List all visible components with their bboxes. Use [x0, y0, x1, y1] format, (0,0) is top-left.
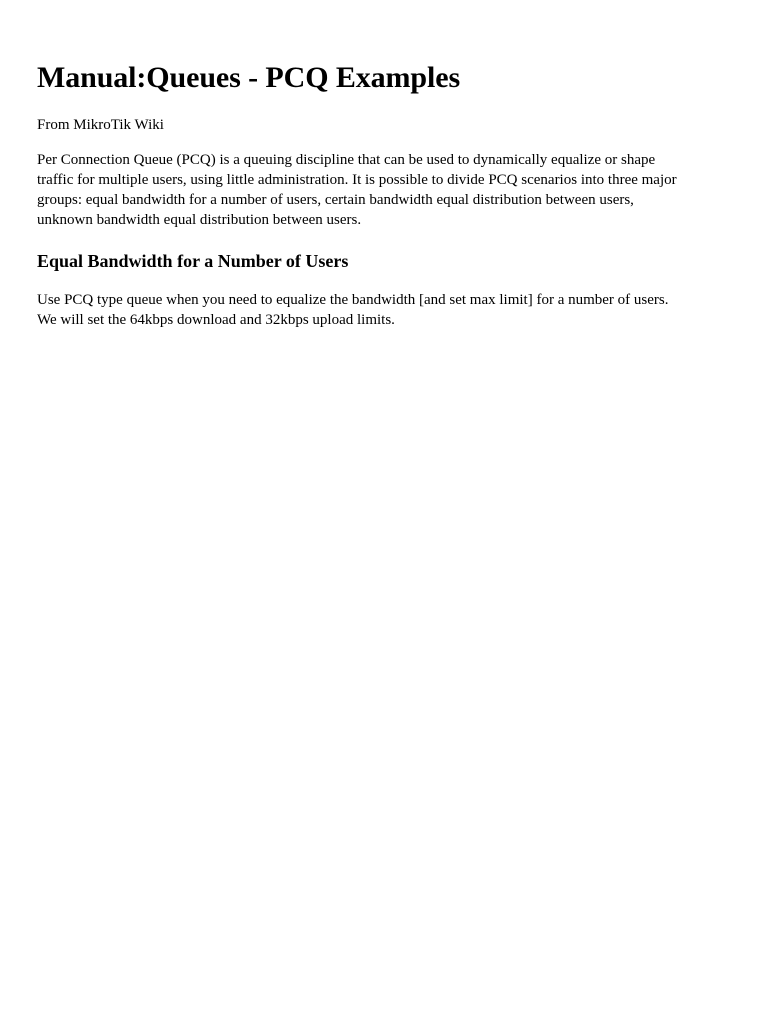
intro-paragraph: [37, 150, 737, 230]
intro-line: traffic for multiple users, using little administration. It is possible to divide PCQ scenarios into three major: [37, 172, 677, 188]
section-paragraph: [37, 290, 737, 330]
site-subtitle: From MikroTik Wiki: [37, 117, 164, 133]
section-heading: Equal Bandwidth for a Number of Users: [37, 251, 349, 271]
intro-line: Per Connection Queue (PCQ) is a queuing discipline that can be used to dynamically equalize or shape: [37, 152, 656, 168]
section-line: Use PCQ type queue when you need to equalize the bandwidth [and set max limit] for a number of users.: [37, 292, 669, 308]
page-title: Manual:Queues - PCQ Examples: [37, 61, 461, 94]
intro-line: unknown bandwidth equal distribution between users.: [37, 212, 362, 228]
intro-line: groups: equal bandwidth for a number of users, certain bandwidth equal distribution between users,: [37, 192, 634, 208]
section-line: We will set the 64kbps download and 32kbps upload limits.: [37, 312, 395, 328]
document-page: [37, 58, 737, 330]
